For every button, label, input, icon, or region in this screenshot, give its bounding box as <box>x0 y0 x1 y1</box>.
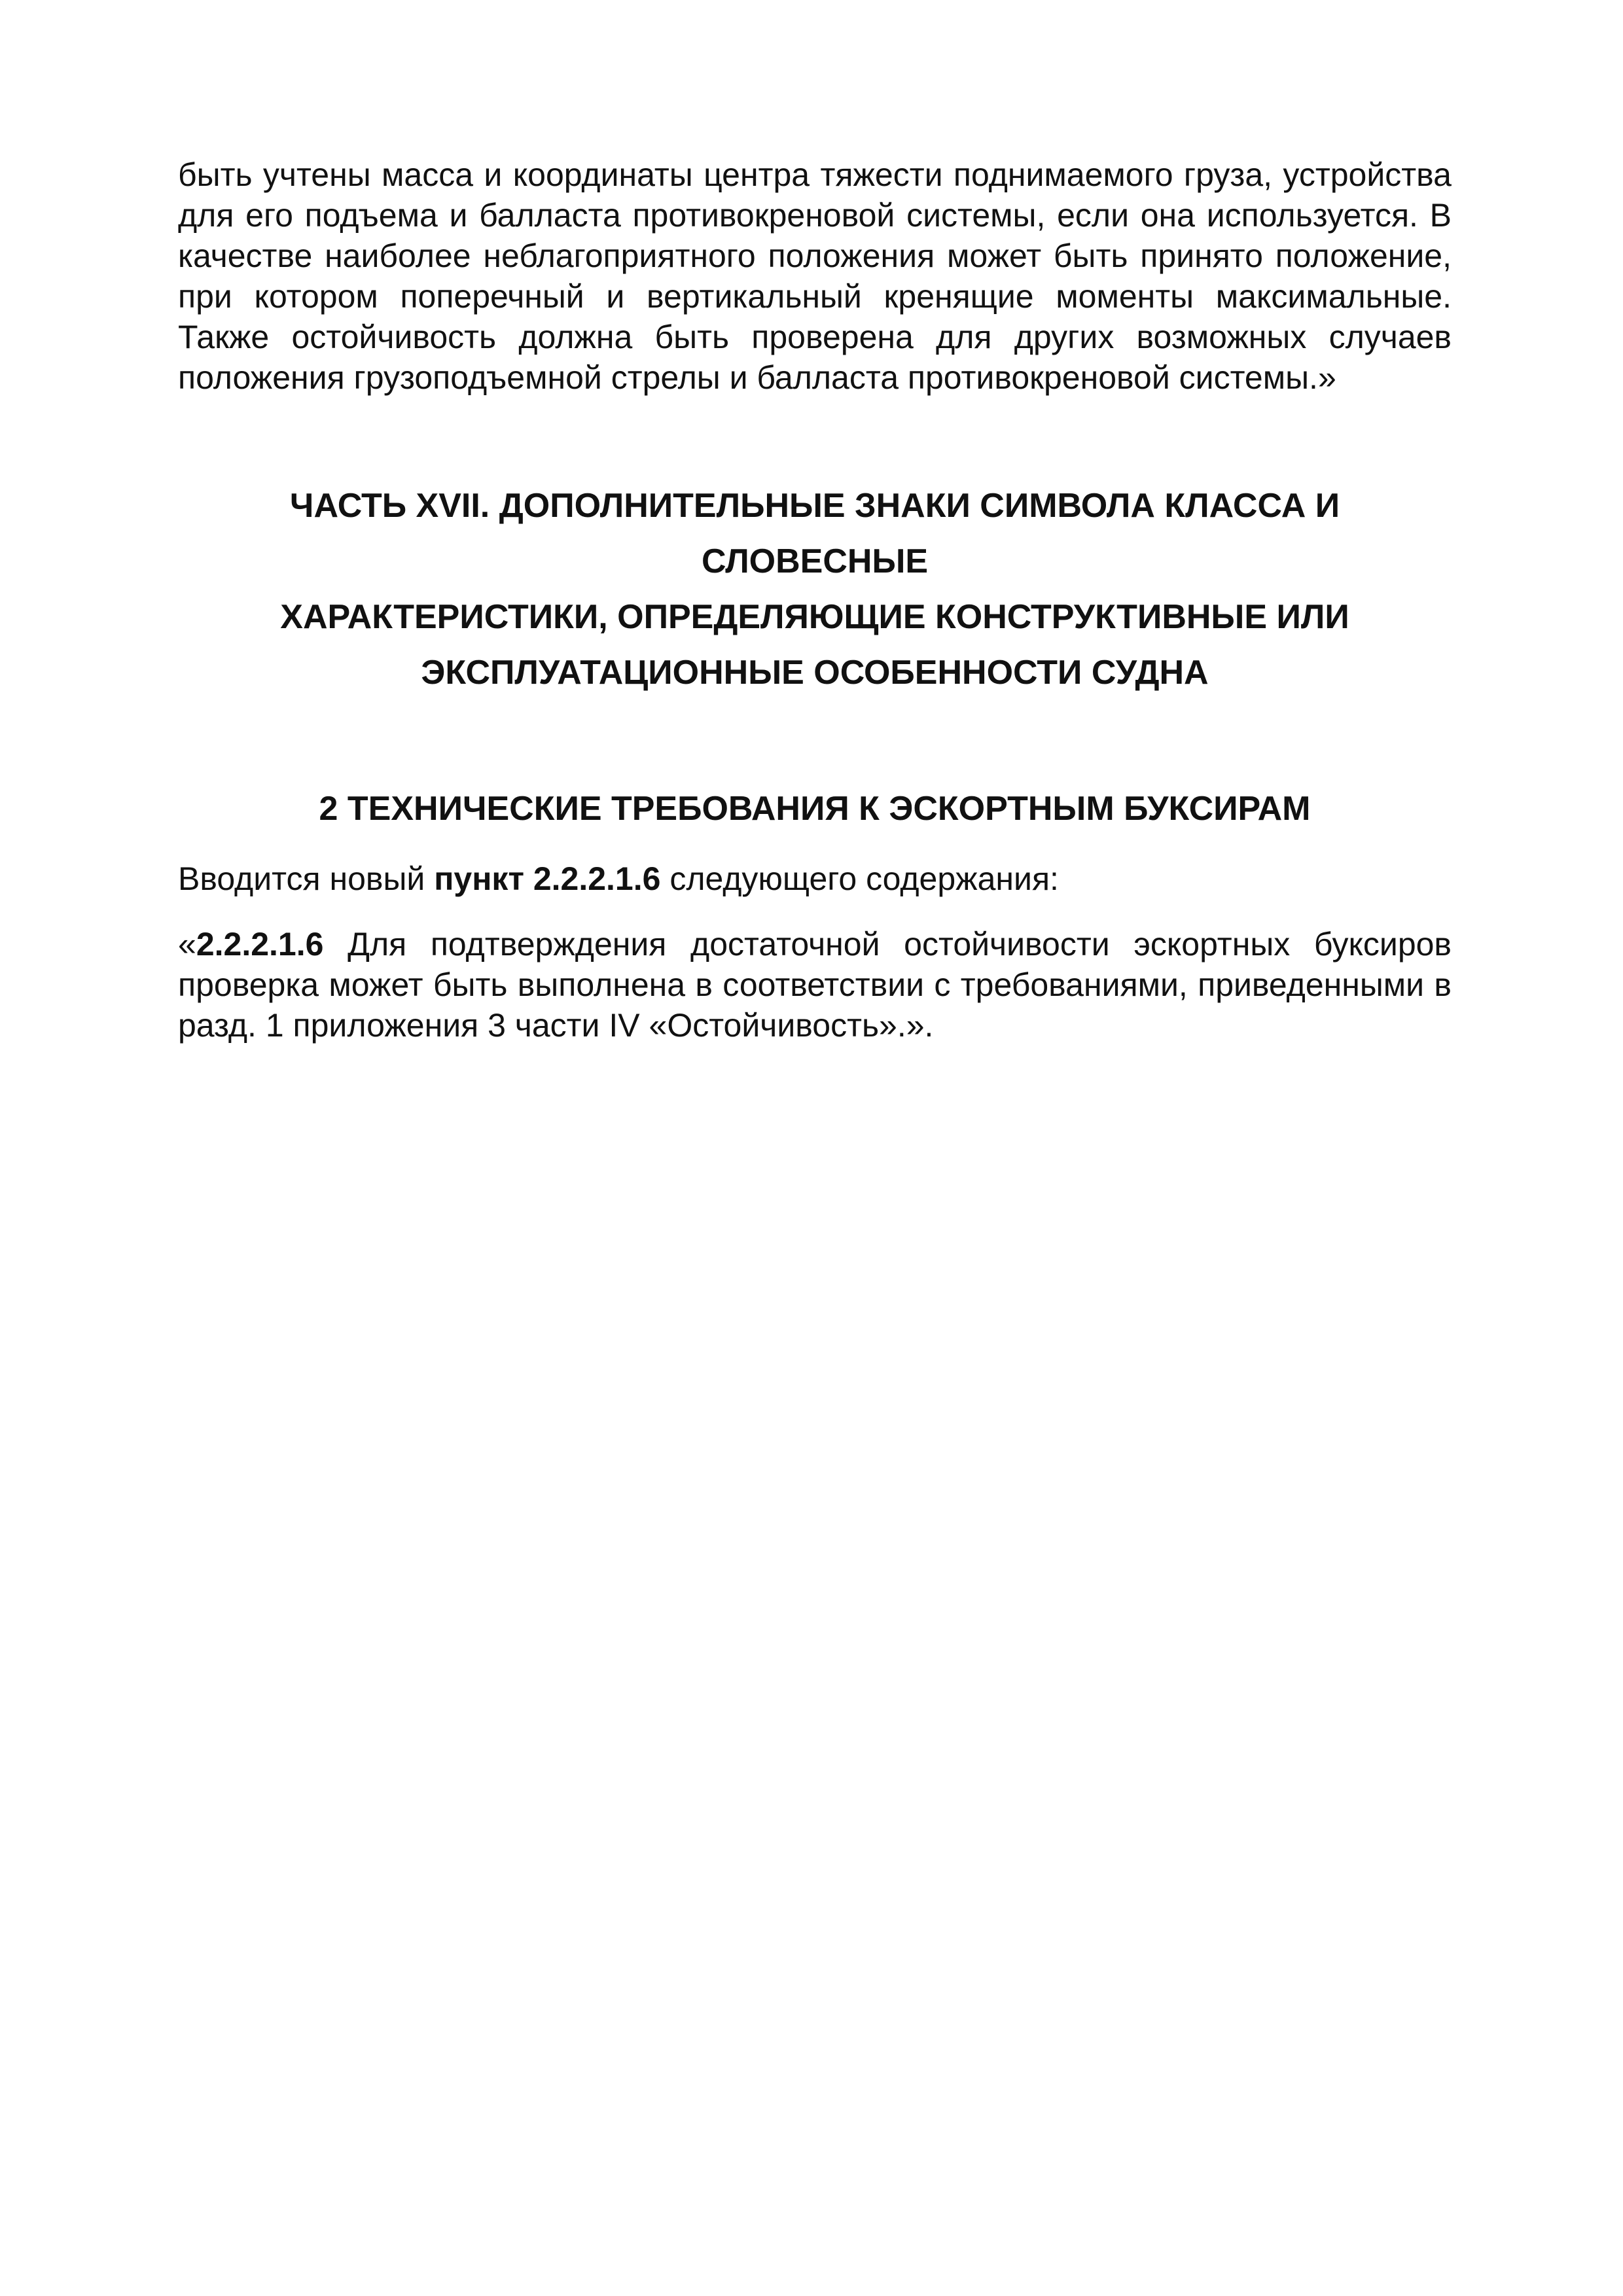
clause-open-quote: « <box>178 926 196 963</box>
clause-text: Для подтверждения достаточной остойчивости эскортных буксиров проверка может быть выполнена в соответствии с требованиями, приведенными в разд. 1 приложения 3 части IV «Остойчивость».». <box>178 926 1452 1044</box>
intro-paragraph <box>178 858 1452 899</box>
section-heading: 2 ТЕХНИЧЕСКИЕ ТРЕБОВАНИЯ К ЭСКОРТНЫМ БУКСИРАМ <box>319 790 1311 828</box>
clause-number: 2.2.2.1.6 <box>196 926 324 963</box>
new-clause-paragraph <box>178 924 1452 1046</box>
part-heading-line-2: ХАРАКТЕРИСТИКИ, ОПРЕДЕЛЯЮЩИЕ КОНСТРУКТИВНЫЕ ИЛИ <box>280 598 1349 636</box>
intro-suffix: следующего содержания: <box>660 860 1059 897</box>
intro-prefix: Вводится новый <box>178 860 435 897</box>
page-content <box>178 154 1452 1046</box>
continuation-paragraph: быть учтены масса и координаты центра тяжести поднимаемого груза, устройства для его подъема и балласта противокреновой системы, если она используется. В качестве наиболее неблагоприятного положения может быть принято положение, при котором поперечный и вертикальный кренящие моменты максимальные. Также остойчивость должна быть проверена для других возможных случаев положения грузоподъемной стрелы и балласта противокреновой системы.» <box>178 156 1452 396</box>
part-heading <box>178 478 1452 701</box>
intro-clause-reference: пункт 2.2.2.1.6 <box>434 860 661 897</box>
part-heading-line-3: ЭКСПЛУАТАЦИОННЫЕ ОСОБЕННОСТИ СУДНА <box>421 654 1209 692</box>
part-heading-line-1: ЧАСТЬ XVII. ДОПОЛНИТЕЛЬНЫЕ ЗНАКИ СИМВОЛА КЛАССА И СЛОВЕСНЫЕ <box>289 487 1340 580</box>
continuation-block <box>178 154 1452 398</box>
